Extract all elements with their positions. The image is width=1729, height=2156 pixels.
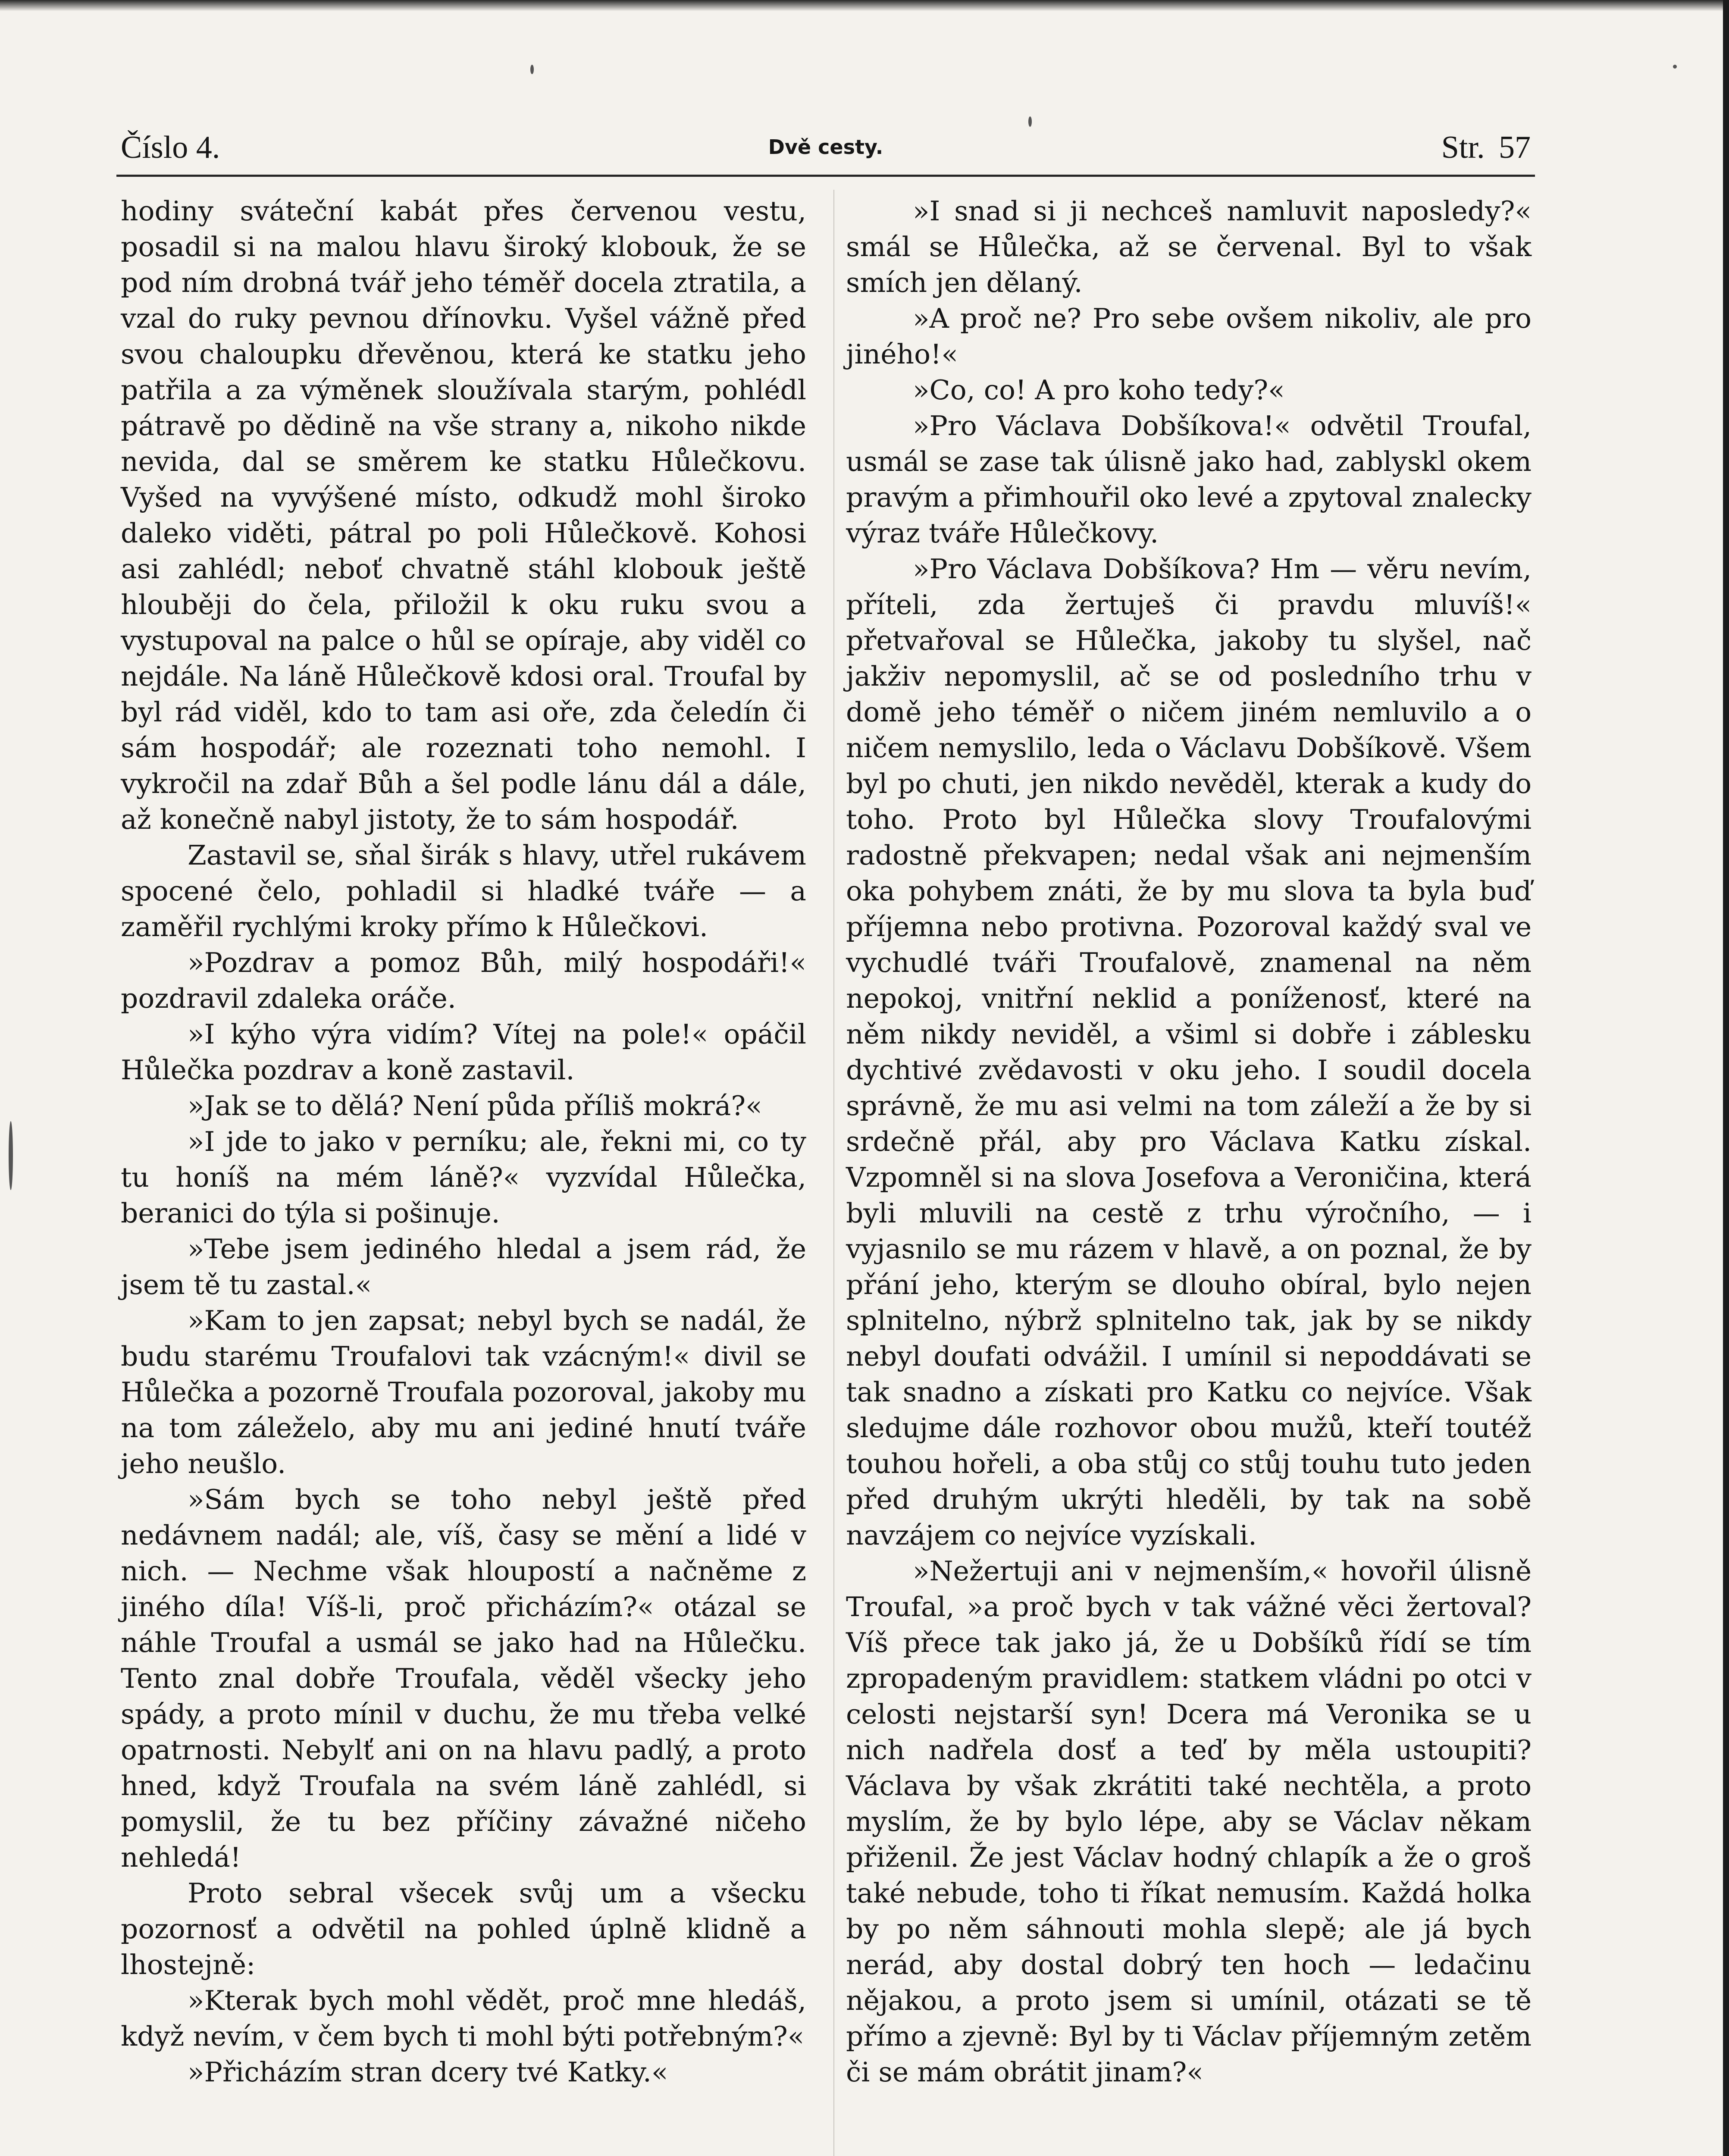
- scan-speck: [530, 65, 534, 74]
- paragraph: Zastavil se, sňal širák s hlavy, utřel rukávem spocené čelo, pohladil si hladké tváře — a zaměřil rychlými kroky přímo k Hůlečkovi.: [121, 840, 806, 943]
- header-rule: [116, 175, 1535, 177]
- paragraph: »Pro Václava Dobšíkova!« odvětil Troufal, usmál se zase tak úlisně jako had, zablyskl okem pravým a přimhouřil oko levé a zpytoval znalecky výraz tváře Hůlečkovy.: [846, 410, 1532, 549]
- column-gutter: [833, 190, 834, 2156]
- paragraph: »Kam to jen zapsat; nebyl bych se nadál, že budu starému Troufalovi tak vzácným!« divil se Hůlečka a pozorně Troufala pozoroval, jakoby mu na tom záleželo, aby mu ani jediné hnutí tváře jeho neušlo.: [121, 1305, 806, 1479]
- running-header: [121, 129, 1531, 181]
- right-column: [846, 193, 1532, 2090]
- paragraph: »Sám bych se toho nebyl ještě před nedávnem nadál; ale, víš, časy se mění a lidé v nich. — Nechme však hloupostí a načněme z jiného díla! Víš-li, proč přicházím?« otázal se náhle Troufal a usmál se jako had na Hůlečku. Tento znal dobře Troufala, věděl všecky jeho spády, a proto mínil v duchu, že mu třeba velké opatrnosti. Nebylť ani on na hlavu padlý, a proto hned, když Troufala na svém láně zahlédl, si pomyslil, že tu bez příčiny závažné ničeho nehledá!: [121, 1484, 806, 1873]
- paragraph: »Co, co! A pro koho tedy?«: [913, 374, 1285, 406]
- left-column: [121, 193, 806, 2090]
- paragraph: »Pro Václava Dobšíkova? Hm — věru nevím, příteli, zda žertuješ či pravdu mluvíš!« přetvařoval se Hůlečka, jakoby tu slyšel, nač jakživ nepomyslil, ač se od posledního trhu v domě jeho téměř o ničem jiném nemluvilo a o ničem nemyslilo, leda o Václavu Dobšíkově. Všem byl po chuti, jen nikdo nevěděl, kterak a kudy do toho. Proto byl Hůlečka slovy Troufalovými radostně překvapen; nedal však ani nejmenším oka pohybem znáti, že by mu slova ta byla buď příjemna nebo protivna. Pozoroval každý sval ve vychudlé tváři Troufalově, znamenal na něm nepokoj, vnitřní neklid a poníženosť, které na něm nikdy neviděl, a všiml si dobře i záblesku dychtivé zvědavosti v oku jeho. I soudil docela správně, že mu asi velmi na tom záleží a že by si srdečně přál, aby pro Václava Katku získal. Vzpomněl si na slova Josefova a Veroničina, která byli mluvili na cestě z trhu výročního, — i vyjasnilo se mu rázem v hlavě, a on poznal, že by přání jeho, kterým se dlouho obíral, bylo nejen splnitelno, nýbrž splnitelno tak, jak by se nikdy nebyl doufati odvážil. I umínil si nepoddávati se tak snadno a získati pro Katku co nejvíce. Však sledujme dále rozhovor obou mužů, kteří toutéž touhou hořeli, a oba stůj co stůj touhu tuto jeden před druhým ukrýti hleděli, by tak na sobě navzájem co nejvíce vyzískali.: [846, 553, 1532, 1551]
- scan-speck: [9, 1121, 13, 1190]
- paragraph: »Přicházím stran dcery tvé Katky.«: [188, 2056, 668, 2088]
- paragraph: hodiny sváteční kabát přes červenou vestu, posadil si na malou hlavu široký klobouk, že se pod ním drobná tvář jeho téměř docela ztratila, a vzal do ruky pevnou dřínovku. Vyšel vážně před svou chaloupku dřevěnou, která ke statku jeho patřila a za výměnek sloužívala starým, pohlédl pátravě po dědině na vše strany a, nikoho nikde nevida, dal se směrem ke statku Hůlečkovu. Vyšed na vyvýšené místo, odkudž mohl široko daleko viděti, pátral po poli Hůlečkově. Kohosi asi zahlédl; neboť chvatně stáhl klobouk ještě hlouběji do čela, přiložil k oku ruku svou a vystupoval na palce o hůl se opíraje, aby viděl co nejdále. Na láně Hůlečkově kdosi oral. Troufal by byl rád viděl, kdo to tam asi oře, zda čeledín či sám hospodář; ale rozeznati toho nemohl. I vykročil na zdař Bůh a šel podle lánu dál a dále, až konečně nabyl jistoty, že to sám hospodář.: [121, 195, 806, 835]
- scan-edge-right: [1723, 0, 1729, 2156]
- scan-speck: [1673, 65, 1677, 69]
- paragraph: »Pozdrav a pomoz Bůh, milý hospodáři!« pozdravil zdaleka oráče.: [121, 947, 806, 1014]
- paragraph: »Tebe jsem jediného hledal a jsem rád, že jsem tě tu zastal.«: [121, 1233, 806, 1300]
- paragraph: »Jak se to dělá? Není půda příliš mokrá?«: [188, 1090, 762, 1122]
- paragraph: »I kýho výra vidím? Vítej na pole!« opáčil Hůlečka pozdrav a koně zastavil.: [121, 1018, 806, 1086]
- issue-number: Číslo 4.: [121, 130, 220, 165]
- paragraph: »A proč ne? Pro sebe ovšem nikoliv, ale pro jiného!«: [846, 303, 1532, 370]
- page-number: Str. 57: [1441, 130, 1531, 165]
- paragraph: Proto sebral všecek svůj um a všecku pozornosť a odvětil na pohled úplně klidně a lhostejně:: [121, 1877, 806, 1981]
- running-title: Dvě cesty.: [768, 135, 883, 159]
- scan-speck: [1028, 116, 1032, 127]
- paragraph: »I snad si ji nechceš namluvit naposledy?« smál se Hůlečka, až se červenal. Byl to však smích jen dělaný.: [846, 195, 1532, 298]
- paragraph: »Kterak bych mohl vědět, proč mne hledáš, když nevím, v čem bych ti mohl býti potřebným?«: [121, 1985, 806, 2052]
- paragraph: »Nežertuji ani v nejmenším,« hovořil úlisně Troufal, »a proč bych v tak vážné věci žertoval? Víš přece tak jako já, že u Dobšíků řídí se tím zpropadeným pravidlem: statkem vládni po otci v celosti nejstarší syn! Dcera má Veronika se u nich nadřela dosť a teď by měla ustoupiti? Václava by však zkrátiti také nechtěla, a proto myslím, že by bylo lépe, aby se Václav někam přiženil. Že jest Václav hodný chlapík a že o groš také nebude, toho ti říkat nemusím. Každá holka by po něm sáhnouti mohla slepě; ale já bych nerád, aby dostal dobrý ten hoch — ledačinu nějakou, a proto jsem si umínil, otázati se tě přímo a zjevně: Byl by ti Václav příjemným zetěm či se mám obrátit jinam?«: [846, 1555, 1532, 2088]
- paragraph: »I jde to jako v perníku; ale, řekni mi, co ty tu honíš na mém láně?« vyzvídal Hůlečka, beranici do týla si pošinuje.: [121, 1126, 806, 1229]
- scan-edge-top: [0, 0, 1729, 11]
